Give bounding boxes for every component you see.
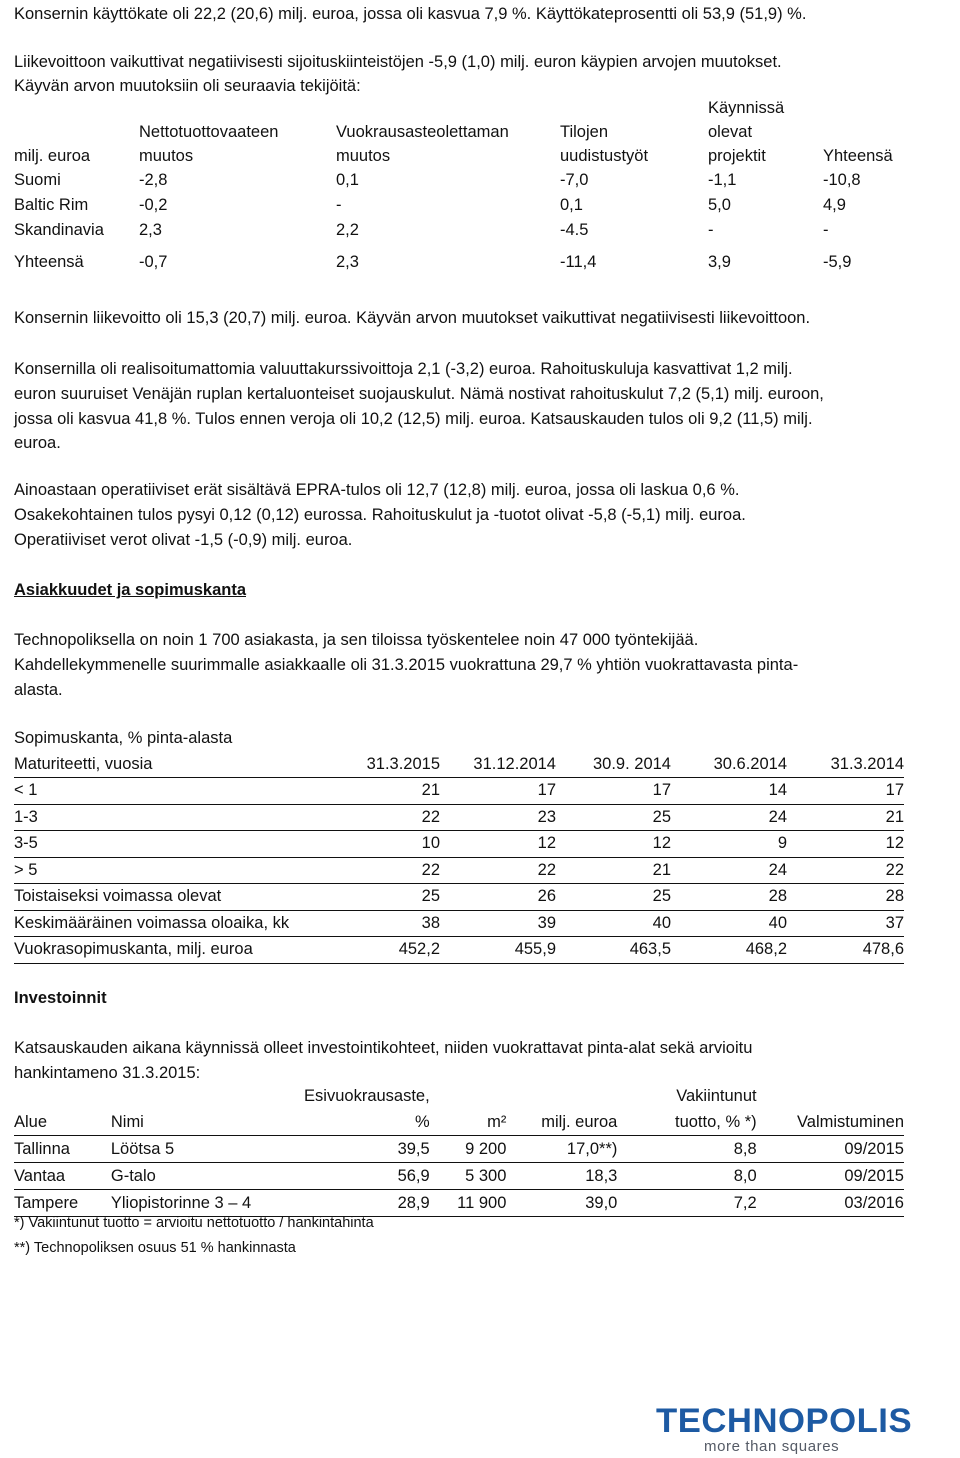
col4-header-c: projektit <box>708 147 766 165</box>
table-row <box>14 857 904 884</box>
table-row <box>14 1163 904 1190</box>
paragraph-epra <box>14 478 746 552</box>
row-label: 1-3 <box>14 804 344 831</box>
cell: 17 <box>556 778 671 805</box>
cell: 28 <box>787 884 904 911</box>
cell: Yliopistorinne 3 – 4 <box>111 1190 283 1217</box>
cell: 21 <box>787 804 904 831</box>
cell: 0,1 <box>560 196 583 214</box>
table-row <box>14 778 904 805</box>
cell: 17 <box>440 778 556 805</box>
cell: 18,3 <box>506 1163 617 1190</box>
cell: -4.5 <box>560 221 589 239</box>
date-header: 31.12.2014 <box>440 752 556 778</box>
cell: 8,0 <box>617 1163 756 1190</box>
row-label: Suomi <box>14 171 61 189</box>
row-label: Toistaiseksi voimassa olevat <box>14 884 344 911</box>
paragraph-operating-profit: Konsernin liikevoitto oli 15,3 (20,7) milj. euroa. Käyvän arvon muutokset vaikuttivat negatiivisesti liikevoittoon. <box>14 309 811 327</box>
col1-header-b: muutos <box>139 147 194 165</box>
investment-header-row-2 <box>14 1109 904 1136</box>
cell: 14 <box>671 778 787 805</box>
cell: 26 <box>440 884 556 911</box>
cell: 21 <box>556 857 671 884</box>
fair-value-table <box>14 96 919 275</box>
cell: -0,2 <box>139 196 168 214</box>
cell: 03/2016 <box>757 1190 904 1217</box>
paragraph-line: Osakekohtainen tulos pysyi 0,12 (0,12) eurossa. Rahoituskulut ja -tuotot olivat -5,8 (-5,1) milj. euroa. <box>14 505 746 524</box>
intro-line-2: Liikevoittoon vaikuttivat negatiivisesti sijoituskiinteistöjen -5,9 (1,0) milj. euron käypien arvojen muutokset. <box>14 53 782 71</box>
cell: -2,8 <box>139 171 168 189</box>
cell: Tampere <box>14 1190 111 1217</box>
cell: 39,0 <box>506 1190 617 1217</box>
cell: 40 <box>671 910 787 937</box>
paragraph-line: euroa. <box>14 434 61 453</box>
cell: 12 <box>787 831 904 858</box>
sqm-header: m² <box>430 1109 507 1136</box>
paragraph-line: hankintameno 31.3.2015: <box>14 1063 201 1082</box>
intro-line-1: Konsernin käyttökate oli 22,2 (20,6) milj. euroa, jossa oli kasvua 7,9 %. Käyttökateprosentti oli 53,9 (51,9) %. <box>14 5 807 23</box>
col3-header-a: Tilojen <box>560 123 608 141</box>
cell: - <box>823 221 829 239</box>
cell: 17 <box>787 778 904 805</box>
table-row <box>14 1136 904 1163</box>
row-label: > 5 <box>14 857 344 884</box>
cell: 56,9 <box>282 1163 429 1190</box>
table-row-total <box>14 243 919 275</box>
investment-table <box>14 1083 904 1217</box>
date-header: 30.9. 2014 <box>556 752 671 778</box>
date-header: 31.3.2015 <box>344 752 440 778</box>
maturity-header: Maturiteetti, vuosia <box>14 752 344 778</box>
cell: 455,9 <box>440 937 556 964</box>
cell: 12 <box>440 831 556 858</box>
cell: 09/2015 <box>757 1163 904 1190</box>
fair-value-header-row-2 <box>14 120 919 144</box>
cell: -5,9 <box>823 253 852 271</box>
footnote-yield: *) Vakiintunut tuotto = arvioitu nettotuotto / hankintahinta <box>14 1215 374 1231</box>
row-label: Skandinavia <box>14 221 104 239</box>
date-header: 30.6.2014 <box>671 752 787 778</box>
row-label: Keskimääräinen voimassa oloaika, kk <box>14 910 344 937</box>
completion-header: Valmistuminen <box>757 1109 904 1136</box>
cell: 468,2 <box>671 937 787 964</box>
cell: Löötsa 5 <box>111 1136 283 1163</box>
col1-header-a: Nettotuottovaateen <box>139 123 279 141</box>
paragraph-line: Technopoliksella on noin 1 700 asiakasta, ja sen tiloissa työskentelee noin 47 000 työntekijää. <box>14 631 699 649</box>
paragraph-line: alasta. <box>14 680 63 699</box>
cell: 28,9 <box>282 1190 429 1217</box>
row-label: < 1 <box>14 778 344 805</box>
cell: 9 <box>671 831 787 858</box>
yield-header-b: tuotto, % *) <box>617 1109 756 1136</box>
paragraph-financial <box>14 357 824 456</box>
cell: 478,6 <box>787 937 904 964</box>
cell: 22 <box>787 857 904 884</box>
cell: 3,9 <box>708 253 731 271</box>
cell: -0,7 <box>139 253 168 271</box>
col4-header-b: olevat <box>708 123 753 141</box>
cell: 12 <box>556 831 671 858</box>
intro-line-3: Käyvän arvon muutoksiin oli seuraavia tekijöitä: <box>14 77 361 95</box>
cell: 39 <box>440 910 556 937</box>
col5-header: Yhteensä <box>823 147 893 165</box>
name-header: Nimi <box>111 1109 283 1136</box>
row-label: Yhteensä <box>14 253 84 271</box>
cell: 2,3 <box>336 253 359 271</box>
cell: 22 <box>440 857 556 884</box>
cell: 21 <box>344 778 440 805</box>
paragraph-investments <box>14 1036 752 1086</box>
cell: 25 <box>556 884 671 911</box>
cell: 24 <box>671 857 787 884</box>
cell: 463,5 <box>556 937 671 964</box>
cell: 37 <box>787 910 904 937</box>
logo-tagline: more than squares <box>704 1438 840 1455</box>
table-row <box>14 831 904 858</box>
cell: 11 900 <box>430 1190 507 1217</box>
cell: Tallinna <box>14 1136 111 1163</box>
cell: -10,8 <box>823 171 861 189</box>
col2-header-a: Vuokrausasteolettaman <box>336 123 509 141</box>
logo-wordmark: TECHNOPOLIS <box>656 1402 913 1440</box>
cell: -7,0 <box>560 171 589 189</box>
paragraph-line: Operatiiviset verot olivat -1,5 (-0,9) milj. euroa. <box>14 530 353 549</box>
cell: - <box>336 196 342 214</box>
table-row <box>14 937 904 964</box>
paragraph-line: Ainoastaan operatiiviset erät sisältävä EPRA-tulos oli 12,7 (12,8) milj. euroa, jossa oli laskua 0,6 %. <box>14 481 740 499</box>
area-name-header: Alue <box>14 1109 111 1136</box>
section-heading-customers: Asiakkuudet ja sopimuskanta <box>14 581 246 599</box>
cell: - <box>708 221 714 239</box>
contract-table-title: Sopimuskanta, % pinta-alasta <box>14 729 233 747</box>
table-row <box>14 910 904 937</box>
cell: Vantaa <box>14 1163 111 1190</box>
cell: 25 <box>556 804 671 831</box>
cell: 7,2 <box>617 1190 756 1217</box>
cell: 38 <box>344 910 440 937</box>
cell: 17,0**) <box>506 1136 617 1163</box>
cell: 4,9 <box>823 196 846 214</box>
col3-header-b: uudistustyöt <box>560 147 649 165</box>
section-heading-investments: Investoinnit <box>14 989 107 1007</box>
cell: 0,1 <box>336 171 359 189</box>
cell: G-talo <box>111 1163 283 1190</box>
unit-header: milj. euroa <box>14 147 91 165</box>
cell: 25 <box>344 884 440 911</box>
cell: 2,2 <box>336 221 359 239</box>
cell: 39,5 <box>282 1136 429 1163</box>
col2-header-b: muutos <box>336 147 391 165</box>
contract-table <box>14 726 904 964</box>
paragraph-line: Konsernilla oli realisoitumattomia valuuttakurssivoittoja 2,1 (-3,2) euroa. Rahoituskuluja kasvattivat 1,2 milj. <box>14 360 793 378</box>
contract-table-header-row <box>14 752 904 778</box>
row-label: Vuokrasopimuskanta, milj. euroa <box>14 937 344 964</box>
technopolis-logo <box>656 1404 956 1456</box>
row-label: 3-5 <box>14 831 344 858</box>
cell: 28 <box>671 884 787 911</box>
occupancy-header-a: Esivuokrausaste, <box>304 1087 430 1105</box>
yield-header-a: Vakiintunut <box>676 1087 757 1105</box>
cell: 10 <box>344 831 440 858</box>
row-label: Baltic Rim <box>14 196 89 214</box>
paragraph-line: Kahdellekymmenelle suurimmalle asiakkaalle oli 31.3.2015 vuokrattuna 29,7 % yhtiön vuokrattavasta pinta- <box>14 655 799 674</box>
col4-header-a: Käynnissä <box>708 99 785 117</box>
cell: 24 <box>671 804 787 831</box>
cell: 9 200 <box>430 1136 507 1163</box>
cell: 23 <box>440 804 556 831</box>
cell: 40 <box>556 910 671 937</box>
paragraph-line: jossa oli kasvua 41,8 %. Tulos ennen veroja oli 10,2 (12,5) milj. euroa. Katsauskauden tulos oli 9,2 (11,5) milj. <box>14 409 813 428</box>
cell: 09/2015 <box>757 1136 904 1163</box>
fair-value-header-row-3 <box>14 144 919 168</box>
table-row <box>14 804 904 831</box>
table-row <box>14 193 919 218</box>
date-header: 31.3.2014 <box>787 752 904 778</box>
fair-value-header-row-1 <box>14 96 919 120</box>
cell: 5,0 <box>708 196 731 214</box>
paragraph-line: euron suuruiset Venäjän ruplan kertaluonteiset suojauskulut. Nämä nostivat rahoituskulut 7,2 (5,1) milj. euroon, <box>14 384 824 403</box>
table-row <box>14 884 904 911</box>
occupancy-header-b: % <box>282 1109 429 1136</box>
footnote-share: **) Technopoliksen osuus 51 % hankinnasta <box>14 1240 296 1256</box>
investment-header-row-1 <box>14 1083 904 1109</box>
table-row <box>14 218 919 243</box>
cell: 2,3 <box>139 221 162 239</box>
cell: 22 <box>344 857 440 884</box>
cell: 5 300 <box>430 1163 507 1190</box>
cell: -1,1 <box>708 171 737 189</box>
paragraph-line: Katsauskauden aikana käynnissä olleet investointikohteet, niiden vuokrattavat pinta-alat sekä arvioitu <box>14 1039 753 1057</box>
paragraph-customers <box>14 628 798 702</box>
cell: 22 <box>344 804 440 831</box>
cell: -11,4 <box>560 253 597 271</box>
cell: 452,2 <box>344 937 440 964</box>
contract-table-title-row <box>14 726 904 752</box>
cost-header: milj. euroa <box>506 1109 617 1136</box>
table-row <box>14 168 919 193</box>
cell: 8,8 <box>617 1136 756 1163</box>
